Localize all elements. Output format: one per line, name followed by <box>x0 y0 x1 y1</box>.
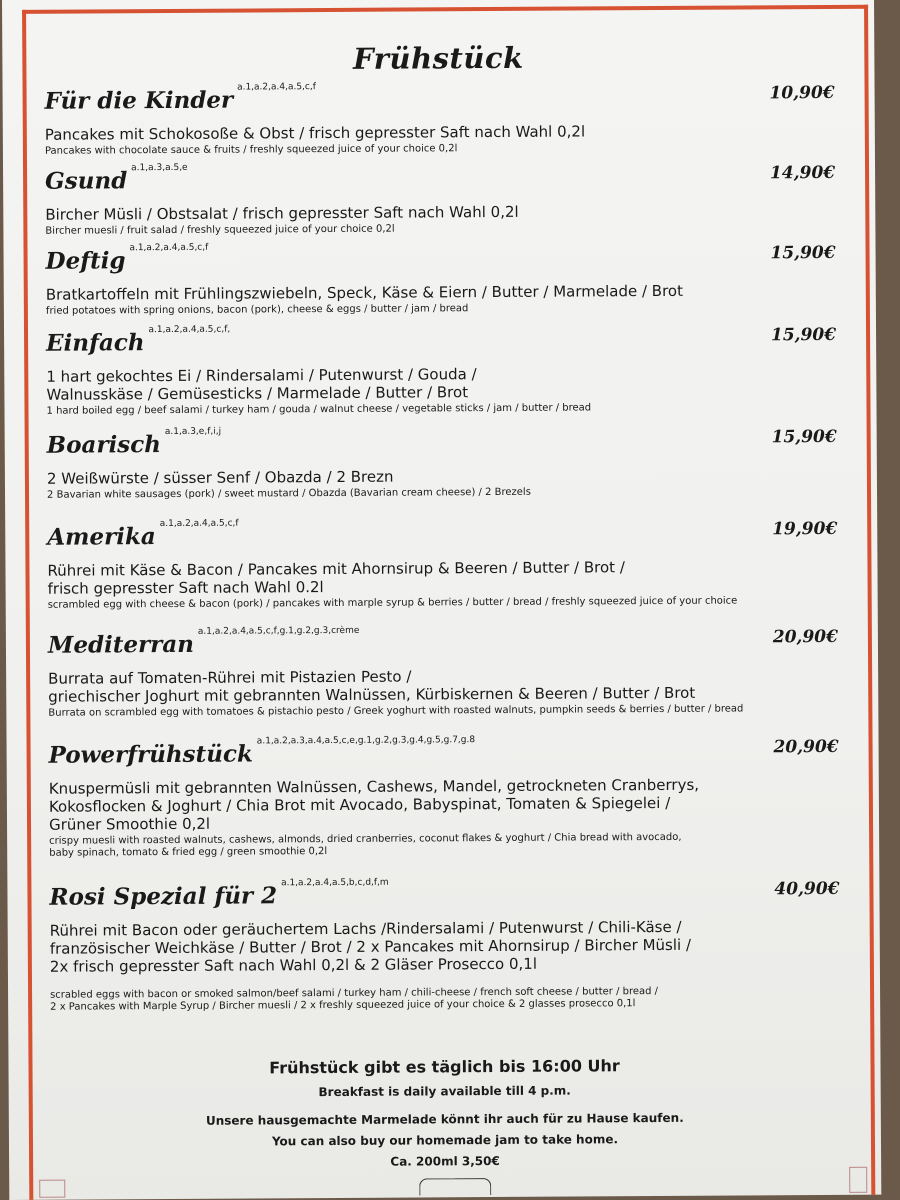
menu-title: Frühstück <box>352 40 524 76</box>
item-description-en: 2 Bavarian white sausages (pork) / sweet mustard / Obazda (Bavarian cream cheese) / 2 Brezels <box>46 486 531 501</box>
menu-item-powerfruehstueck <box>49 737 840 860</box>
footer-hours-de: Frühstück gibt es täglich bis 16:00 Uhr <box>269 1056 620 1078</box>
decorative-bottle-icon <box>849 1167 867 1193</box>
logo-icon <box>419 1178 491 1195</box>
item-allergens: a.1,a.2,a.4,a.5,c,f, <box>148 324 231 336</box>
item-allergens: a.1,a.2,a.4,a.5,b,c,d,f,m <box>281 877 389 889</box>
item-allergens: a.1,a.2,a.3,a.4,a.5,c,e,g.1,g.2,g.3,g.4,g.5,g.7,g.8 <box>256 735 476 747</box>
menu-page <box>2 0 881 1200</box>
item-description-de: 2 Weißwürste / süsser Senf / Obazda / 2 Brezn <box>46 467 394 488</box>
item-description-de: Bratkartoffeln mit Frühlingszwiebeln, Speck, Käse & Eiern / Butter / Marmelade / Brot <box>45 281 684 304</box>
item-allergens: a.1,a.2,a.4,a.5,c,f,g.1,g.2,g.3,crème <box>197 625 360 637</box>
menu-item-rosi-spezial <box>49 879 840 1014</box>
item-price: 20,90€ <box>773 736 839 758</box>
decorative-drawing-icon <box>39 1180 65 1198</box>
item-price: 19,90€ <box>772 518 838 540</box>
footer-jam-de: Unsere hausgemachte Marmelade könnt ihr auch für zu Hause kaufen. <box>205 1110 684 1128</box>
menu-item-boarisch <box>47 427 837 502</box>
item-name: Mediterran <box>47 630 195 659</box>
item-description-en: Bircher muesli / fruit salad / freshly squeezed juice of your choice 0,2l <box>45 223 395 237</box>
item-allergens: a.1,a.3,a.5,e <box>131 162 188 174</box>
item-description-de: Rührei mit Käse & Bacon / Pancakes mit Ahornsirup & Beeren / Butter / Brot / frisch gepresster Saft nach Wahl 0.2l <box>47 558 625 598</box>
item-name: Amerika <box>47 523 156 551</box>
item-allergens: a.1,a.2,a.4,a.5,c,f <box>129 242 209 254</box>
item-description-de: Pancakes mit Schokosoße & Obst / frisch gepresster Saft nach Wahl 0,2l <box>44 122 586 144</box>
item-price: 15,90€ <box>770 242 836 264</box>
footer-jam-price: Ca. 200ml 3,50€ <box>390 1153 500 1169</box>
menu-item-amerika <box>47 519 838 612</box>
item-price: 15,90€ <box>771 426 837 448</box>
item-price: 14,90€ <box>769 162 836 184</box>
item-price: 40,90€ <box>774 878 840 900</box>
menu-item-einfach <box>46 325 837 418</box>
item-name: Gsund <box>45 167 128 195</box>
item-description-en: scrabled eggs with bacon or smoked salmon/beef salami / turkey ham / chili-cheese / french soft cheese / butter / bread / 2 x Pancakes with Marple Syrup / Bircher muesli / 2 x freshly squeezed juice of your choice & 2 glasses prosecco 0,1l <box>50 986 659 1013</box>
item-description-en: 1 hard boiled egg / beef salami / turkey ham / gouda / walnut cheese / vegetable sticks / jam / butter / bread <box>46 402 592 417</box>
item-price: 15,90€ <box>770 324 837 346</box>
item-name: Rosi Spezial für 2 <box>49 882 278 911</box>
footer-jam-en: You can also buy our homemade jam to take home. <box>271 1132 619 1149</box>
item-name: Powerfrühstück <box>48 740 253 769</box>
item-description-de: Knuspermüsli mit gebrannten Walnüssen, Cashews, Mandel, getrockneten Cranberrys, Kokosflocken & Joghurt / Chia Brot mit Avocado, Babyspinat, Tomaten & Spiegelei / Grüner Smoothie 0,2l <box>48 775 700 834</box>
item-description-de: Burrata auf Tomaten-Rührei mit Pistazien Pesto / griechischer Joghurt mit gebrannten Walnüssen, Kürbiskernen & Beeren / Butter / Brot <box>48 667 696 706</box>
menu-item-fuer-die-kinder <box>45 83 835 158</box>
item-description-en: scrambled egg with cheese & bacon (pork) / pancakes with marple syrup & berries / butter / bread / freshly squeezed juice of your choice <box>47 595 738 611</box>
menu-item-gsund <box>45 163 835 238</box>
item-name: Für die Kinder <box>44 86 234 115</box>
item-name: Deftig <box>45 247 126 275</box>
item-description-en: Burrata on scrambled egg with tomatoes & pistachio pesto / Greek yoghurt with roasted walnuts, pumpkin seeds & berries / butter / bread <box>48 703 744 719</box>
item-description-de: Rührei mit Bacon oder geräuchertem Lachs /Rindersalami / Putenwurst / Chili-Käse / französischer Weichkäse / Butter / Brot / 2 x Pancakes mit Ahornsirup / Bircher Müsli / 2x frisch gepresster Saft nach Wahl 0,2l & 2 Gläser Prosecco 0,1l <box>49 917 692 976</box>
menu-item-deftig <box>46 243 836 318</box>
item-allergens: a.1,a.3,e,f,i,j <box>164 426 222 438</box>
item-allergens: a.1,a.2,a.4,a.5,c,f <box>159 518 239 530</box>
item-name: Boarisch <box>46 431 162 459</box>
item-description-en: fried potatoes with spring onions, bacon (pork), cheese & eggs / butter / jam / bread <box>45 303 469 317</box>
item-description-de: Bircher Müsli / Obstsalat / frisch gepresster Saft nach Wahl 0,2l <box>45 202 519 224</box>
item-name: Einfach <box>46 329 145 357</box>
menu-item-mediterran <box>48 627 839 720</box>
item-allergens: a.1,a.2,a.4,a.5,c,f <box>237 82 316 93</box>
item-description-de: 1 hart gekochtes Ei / Rindersalami / Putenwurst / Gouda / Walnusskäse / Gemüsesticks / Marmelade / Butter / Brot <box>46 365 477 404</box>
footer-hours-en: Breakfast is daily available till 4 p.m. <box>318 1083 571 1100</box>
item-price: 20,90€ <box>772 626 838 648</box>
item-description-en: Pancakes with chocolate sauce & fruits / freshly squeezed juice of your choice 0,2l <box>44 143 458 157</box>
item-price: 10,90€ <box>769 82 835 104</box>
item-description-en: crispy muesli with roasted walnuts, cashews, almonds, dried cranberries, coconut flakes & yoghurt / Chia bread with avocado, baby spinach, tomato & fried egg / green smoothie 0,2l <box>49 831 682 859</box>
